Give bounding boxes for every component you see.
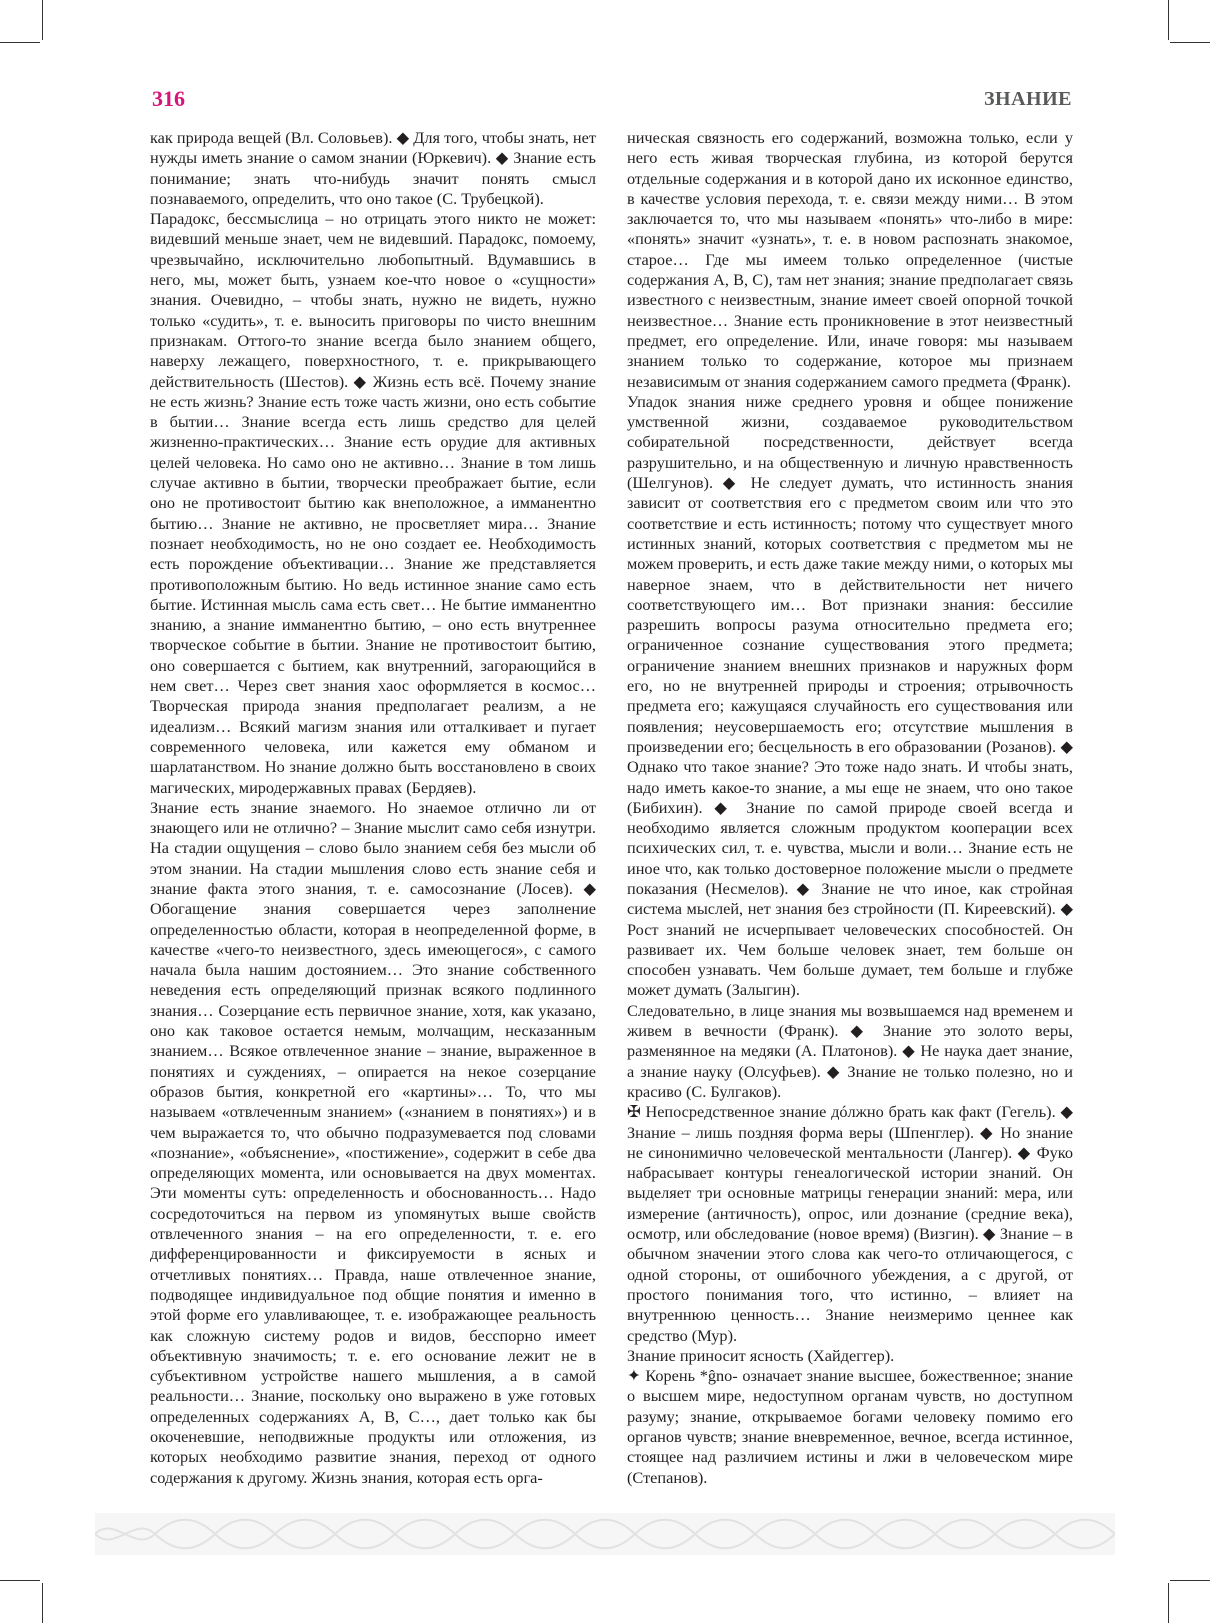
decorative-ornament-band	[95, 1513, 1115, 1555]
crop-mark	[1168, 1583, 1169, 1623]
paragraph: ✦ Корень *ĝno- означает знание высшее, божественное; знание о высшем мире, недоступном органам чувств, но доступном разуму; знание, открываемое богами человеку помимо его органов чувств; знание вневременное, вечное, всегда истинное, стоящее над различием истины и лжи в человеческом мире (Степанов).	[627, 1366, 1073, 1487]
crop-mark	[1170, 1580, 1210, 1581]
right-column	[627, 128, 1073, 1488]
paragraph: Знание приносит ясность (Хайдеггер).	[627, 1345, 895, 1365]
paragraph: как природа вещей (Вл. Соловьев). ◆ Для того, чтобы знать, нет нужды иметь знание о самом знании (Юркевич). ◆ Знание есть понимание; знать что-нибудь значит понять смысл познаваемого, определить, что оно такое (С. Трубецкой).	[150, 128, 596, 208]
crop-mark	[1168, 0, 1169, 40]
paragraph: ✠ Непосредственное знание дóлжно брать как факт (Гегель). ◆ Знание – лишь поздняя форма веры (Шпенглер). ◆ Но знание не синонимично человеческой ментальности (Лангер). ◆ Фуко набрасывает контуры генеалогической истории знаний. Он выделяет три основные матрицы генерации знаний: мера, или измерение (античность), опрос, или дознание (средние века), осмотр, или обследование (новое время) (Визгин). ◆ Знание – в обычном значении этого слова как чего-то отличающегося, с одной стороны, от ошибочного убеждения, а с другой, от простого понимания того, что истинно, – влияет на внутреннюю ценность… Знание неизмеримо ценнее как средство (Мур).	[627, 1102, 1073, 1345]
paragraph: Следовательно, в лице знания мы возвышаемся над временем и живем в вечности (Франк). ◆ Знание это золото веры, разменянное на медяки (А. Платонов). ◆ Не наука дает знание, а знание науку (Олсуфьев). ◆ Знание не только полезно, но и красиво (С. Булгаков).	[627, 1000, 1073, 1101]
running-head: ЗНАНИЕ	[983, 88, 1072, 110]
crop-mark	[42, 1583, 43, 1623]
paragraph: Парадокс, бессмыслица – но отрицать этого никто не может: видевший меньше знает, чем не видевший. Парадокс, помоему, чрезвычайно, исключительно любопытный. Вдумавшись в него, мы, может быть, узнаем кое-что новое о «сущности» знания. Очевидно, – чтобы знать, нужно не видеть, нужно только «судить», т. е. выносить приговоры по чисто внешним признакам. Оттого-то знание всегда было знанием общего, наверху лежащего, поверхностного, т. е. прикрывающего действительность (Шестов). ◆ Жизнь есть всё. Почему знание не есть жизнь? Знание есть тоже часть жизни, оно есть событие в бытии… Знание всегда есть лишь средство для целей жизненно-практических… Знание есть орудие для активных целей человека. Но само оно не активно… Знание в том лишь случае активно в бытии, творчески преображает бытие, если оно не противостоит бытию как внеположное, а имманентно бытию… Знание не активно, не просветляет мира… Знание познает необходимость, но не оно создает ее. Необходимость есть порождение объективации… Знание же представляется противоположным бытию. Но ведь истинное знание само есть бытие. Истинная мысль сама есть свет… Не бытие имманентно знанию, а знание имманентно бытию, – оно есть внутреннее творческое событие в бытии. Знание не противостоит бытию, оно совершается с бытием, как внутренний, загорающийся в нем свет… Через свет знания хаос оформляется в космос… Творческая природа знания предполагает реализм, а не идеализм… Всякий магизм знания или отталкивает и пугает современного человека, или кажется ему обманом и шарлатанством. Но знание должно быть восстановлено в своих магических, миродержавных правах (Бердяев).	[150, 209, 596, 797]
paragraph: Знание есть знание знаемого. Но знаемое отлично ли от знающего или не отлично? – Знание мыслит само себя изнутри. На стадии ощущения – слово было знанием себя без мысли об этом знании. На стадии мышления слово есть знание себя и знание факта этого знания, т. е. самосознание (Лосев). ◆ Обогащение знания совершается через заполнение определенностью области, которая в неопределенной форме, в качестве «чего-то неизвестного, здесь имеющегося», с самого начала была нашим достоянием… Это знание собственного неведения есть определяющий признак всякого подлинного знания… Созерцание есть первичное знание, хотя, как указано, оно как таковое остается немым, молчащим, несказанным знанием… Всякое отвлеченное знание – знание, выраженное в понятиях и суждениях, – опирается на некое созерцание образов бытия, конкретной его «картины»… То, что мы называем «отвлеченным знанием» («знанием в понятиях») и в чем выражается то, что обычно подразумевается под словами «познание», «объяснение», «постижение», содержит в себе два определяющих момента, или основывается на двух моментах. Эти моменты суть: определенность и обоснованность… Надо сосредоточиться на первом из упомянутых выше свойств отвлеченного знания – на его определенности, т. е. его дифференцированности и фиксируемости в ясных и отчетливых понятиях… Правда, наше отвлеченное знание, подводящее индивидуальное под общие понятия и именно в этой форме его улавливающее, т. е. изображающее реальность как сложную систему родов и видов, бесспорно имеет объективную значимость; т. е. его основание лежит не в субъективном устройстве нашего мышления, а в самой реальности… Знание, поскольку оно выражено в уже готовых определенных содержаниях А, В, С…, дает только как бы окоченевшие, неподвижные продукты или отложения, из которых необходимо развитие знания, переход от одного содержания к другому. Жизнь знания, которая есть орга-	[150, 797, 596, 1487]
page-number: 316	[152, 86, 185, 111]
left-column	[150, 128, 596, 1488]
crop-mark	[42, 0, 43, 40]
crop-mark	[0, 1580, 40, 1581]
paragraph: Упадок знания ниже среднего уровня и общее понижение умственной жизни, создаваемое руководительством собирательной посредственности, действует всегда разрушительно, и на общественную и личную нравственность (Шелгунов). ◆ Не следует думать, что истинность знания зависит от соответствия его с предметом своим или что это соответствие и есть истинность; потому что существует много истинных знаний, которых соответствия с предметом мы не можем проверить, и есть даже такие между ними, о которых мы наверное знаем, что в действительности нет ничего соответствующего им… Вот признаки знания: бессилие разрешить вопросы разума относительно предмета его; ограниченное сознание существования этого предмета; ограничение знанием внешних признаков и наружных форм его, но не внутренней природы и строения; отрывочность предмета его; кажущаяся случайность его существования или появления; неусовершаемость его; отсутствие мышления в произведении его; бесцельность в его образовании (Розанов). ◆ Однако что такое знание? Это тоже надо знать. И чтобы знать, надо иметь какое-то знание, а мы еще не знаем, что оно такое (Бибихин). ◆ Знание по самой природе своей всегда и необходимо является сложным продуктом кооперации всех психических сил, т. е. чувства, мысли и воли… Знание есть не иное что, как только достоверное положение мысли о предмете показания (Несмелов). ◆ Знание не что иное, как стройная система мыслей, нет знания без стройности (П. Киреевский). ◆ Рост знаний не исчерпывает человеческих способностей. Он развивает их. Чем больше человек знает, тем больше он способен узнавать. Чем больше думает, тем больше и глубже может думать (Залыгин).	[627, 391, 1073, 1000]
crop-mark	[1170, 42, 1210, 43]
crop-mark	[0, 42, 40, 43]
paragraph: ническая связность его содержаний, возможна только, если у него есть живая творческая глубина, из которой берутся отдельные содержания и в которой дано их исконное единство, в качестве условия перехода, т. е. связи между ними… В этом заключается то, что мы называем «понять» что-либо в мире: «понять» значит «узнать», т. е. в новом распознать знакомое, старое… Где мы имеем только определенное (чистые содержания А, В, С), там нет знания; знание предполагает связь известного с неизвестным, знание имеет своей опорной точкой неизвестное… Знание есть проникновение в этот неизвестный предмет, его определение. Или, иначе говоря: мы называем знанием только то содержание, которое мы признаем независимым от знания содержанием самого предмета (Франк).	[627, 128, 1073, 391]
